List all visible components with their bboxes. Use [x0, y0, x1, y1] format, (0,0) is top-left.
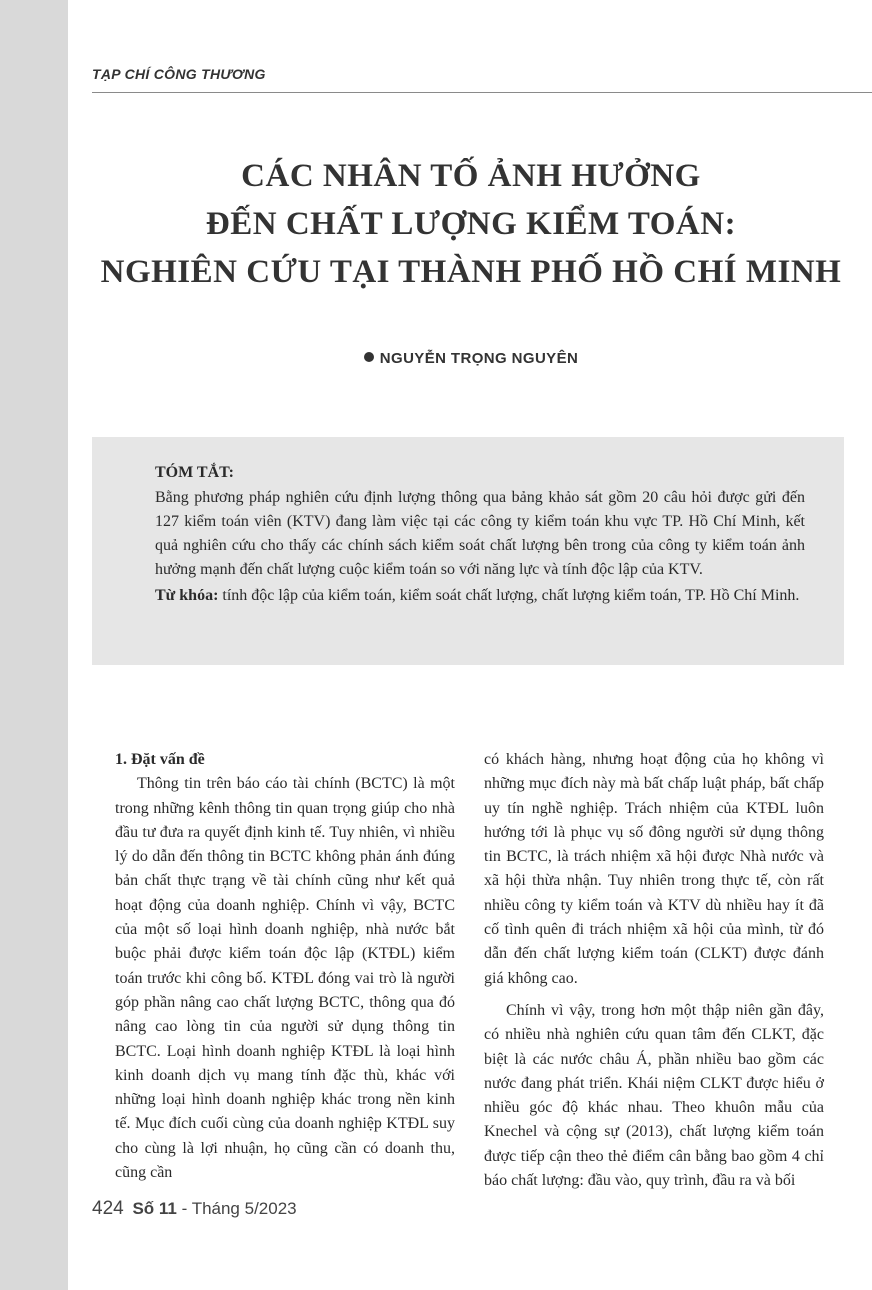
title-line-2: ĐẾN CHẤT LƯỢNG KIỂM TOÁN: — [205, 206, 737, 242]
page-footer — [92, 1198, 297, 1220]
header-rule — [92, 92, 872, 93]
title-line-1: CÁC NHÂN TỐ ẢNH HƯỞNG — [241, 158, 701, 194]
abstract-content — [155, 461, 805, 608]
article-title — [70, 152, 872, 296]
body-paragraph: Chính vì vậy, trong hơn một thập niên gần đây, có nhiều nhà nghiên cứu quan tâm đến CLKT, đặc biệt là các nước châu Á, phần nhiều bao gồm các nước đang phát triển. Khái niệm CLKT được hiểu ở nhiều góc độ khác nhau. Theo khuôn mẫu của Knechel và cộng sự (2013), chất lượng kiểm toán được tiếp cận theo thẻ điểm cân bằng bao gồm 4 chỉ báo chất lượng: đầu vào, quy trình, đầu ra và bối — [484, 1001, 824, 1190]
section-heading: 1. Đặt vấn đề — [115, 751, 205, 768]
author-bullet-icon — [364, 352, 374, 362]
page-number: 424 — [92, 1198, 124, 1219]
abstract-box — [92, 437, 844, 665]
keywords-text: tính độc lập của kiểm toán, kiểm soát chất lượng, chất lượng kiểm toán, TP. Hồ Chí Minh. — [222, 587, 800, 604]
issue-number: Số 11 — [132, 1199, 177, 1218]
author-name: NGUYỄN TRỌNG NGUYÊN — [379, 350, 579, 367]
title-line-3: NGHIÊN CỨU TẠI THÀNH PHỐ HỒ CHÍ MINH — [100, 254, 842, 290]
page-margin-strip — [0, 0, 68, 1290]
body-column-left — [115, 748, 455, 1185]
abstract-keywords — [155, 584, 805, 608]
keywords-label: Từ khóa: — [155, 587, 219, 604]
body-column-right — [484, 748, 824, 1193]
footer-separator: - — [181, 1199, 188, 1218]
journal-name: TẠP CHÍ CÔNG THƯƠNG — [92, 66, 266, 82]
author-line — [0, 350, 872, 367]
body-paragraph: Thông tin trên báo cáo tài chính (BCTC) là một trong những kênh thông tin quan trọng giúp cho nhà đầu tư đưa ra quyết định kinh tế. Tuy nhiên, vì nhiều lý do dẫn đến thông tin BCTC không phản ánh đúng bản chất thực trạng về tài chính cũng như kết quả hoạt động của doanh nghiệp. Chính vì vậy, BCTC của một số loại hình doanh nghiệp, nhà nước bắt buộc phải được kiểm toán độc lập (KTĐL) kiểm toán trước khi công bố. KTĐL đóng vai trò là người góp phần nâng cao chất lượng BCTC, thông qua đó nâng cao lòng tin của người sử dụng thông tin BCTC. Loại hình doanh nghiệp KTĐL là loại hình kinh doanh dịch vụ mang tính đặc thù, khác với những loại hình doanh nghiệp khác trong nền kinh tế. Mục đích cuối cùng của doanh nghiệp KTĐL suy cho cùng là lợi nhuận, họ cũng cần có doanh thu, cũng cần — [115, 775, 455, 1182]
issue-date: Tháng 5/2023 — [191, 1199, 297, 1218]
abstract-heading: TÓM TẮT: — [155, 464, 234, 481]
abstract-text: Bằng phương pháp nghiên cứu định lượng thông qua bảng khảo sát gồm 20 câu hỏi được gửi đến 127 kiểm toán viên (KTV) đang làm việc tại các công ty kiểm toán khu vực TP. Hồ Chí Minh, kết quả nghiên cứu cho thấy các chính sách kiểm soát chất lượng bên trong của công ty kiểm toán ảnh hưởng mạnh đến chất lượng cuộc kiểm toán so với năng lực và tính độc lập của KTV. — [155, 489, 805, 578]
body-paragraph: có khách hàng, nhưng hoạt động của họ không vì những mục đích này mà bất chấp luật pháp, bất chấp uy tín nghề nghiệp. Trách nhiệm của KTĐL luôn hướng tới là phục vụ số đông người sử dụng thông tin BCTC, là trách nhiệm xã hội được Nhà nước và xã hội thừa nhận. Tuy nhiên trong thực tế, còn rất nhiều công ty kiểm toán và KTV dù nhiều hay ít đã cố tình quên đi trách nhiệm xã hội của mình, từ đó dẫn đến chất lượng kiểm toán (CLKT) được đánh giá không cao. — [484, 751, 824, 987]
